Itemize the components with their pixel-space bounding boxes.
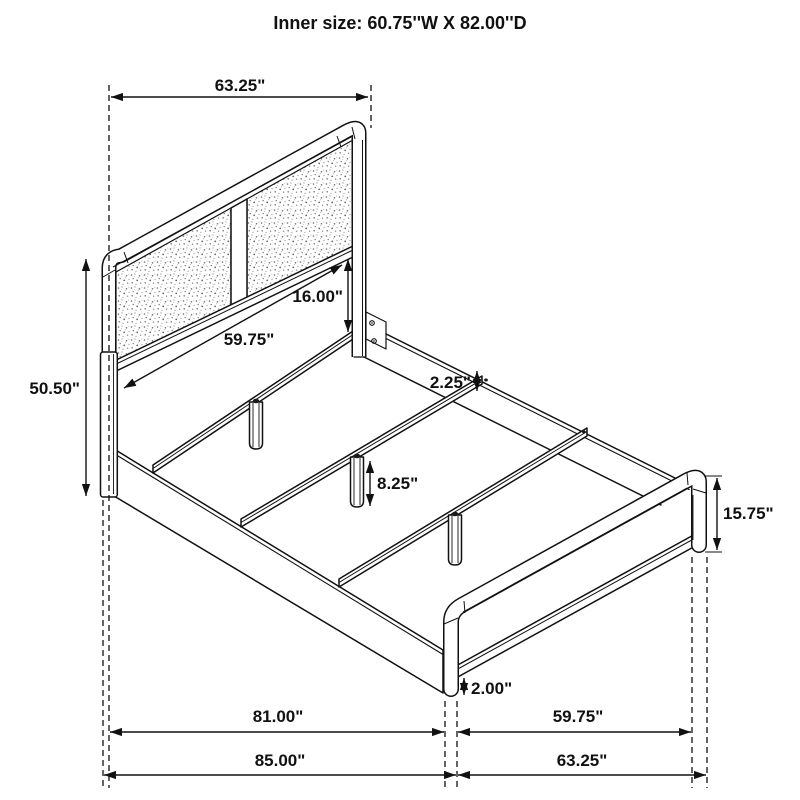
- screw-dot-1: [253, 399, 259, 404]
- bed-frame-art: [101, 127, 707, 693]
- support-leg-1: [250, 402, 263, 449]
- headboard: [101, 127, 387, 497]
- headboard-divider: [231, 199, 247, 308]
- label-overall-length: 85.00": [254, 751, 306, 770]
- dimension-lines: [86, 97, 722, 775]
- screw-dot-3: [452, 512, 458, 517]
- extension-lines: [103, 85, 707, 788]
- support-leg-3: [449, 515, 462, 565]
- label-rail-height: 16.00": [292, 287, 343, 306]
- label-foot-inner-width: 59.75": [552, 707, 604, 726]
- label-footboard-width: 63.25": [556, 751, 608, 770]
- label-footboard-height: 15.75": [723, 504, 774, 523]
- label-headboard-height: 50.50": [29, 379, 80, 398]
- label-leg-height: 8.25": [377, 474, 419, 493]
- footboard: [444, 473, 706, 689]
- diagram-title: Inner size: 60.75''W X 82.00''D: [273, 13, 527, 33]
- support-leg-2: [351, 457, 364, 507]
- screw-dot-2: [354, 454, 360, 459]
- slat-2: [241, 376, 488, 527]
- label-headboard-inner-width: 59.75": [223, 330, 275, 349]
- label-leg-clearance: 2.00": [471, 679, 513, 698]
- label-slat-width: 2.25": [429, 373, 471, 392]
- label-headboard-width: 63.25": [214, 76, 266, 95]
- label-rail-length: 81.00": [252, 707, 304, 726]
